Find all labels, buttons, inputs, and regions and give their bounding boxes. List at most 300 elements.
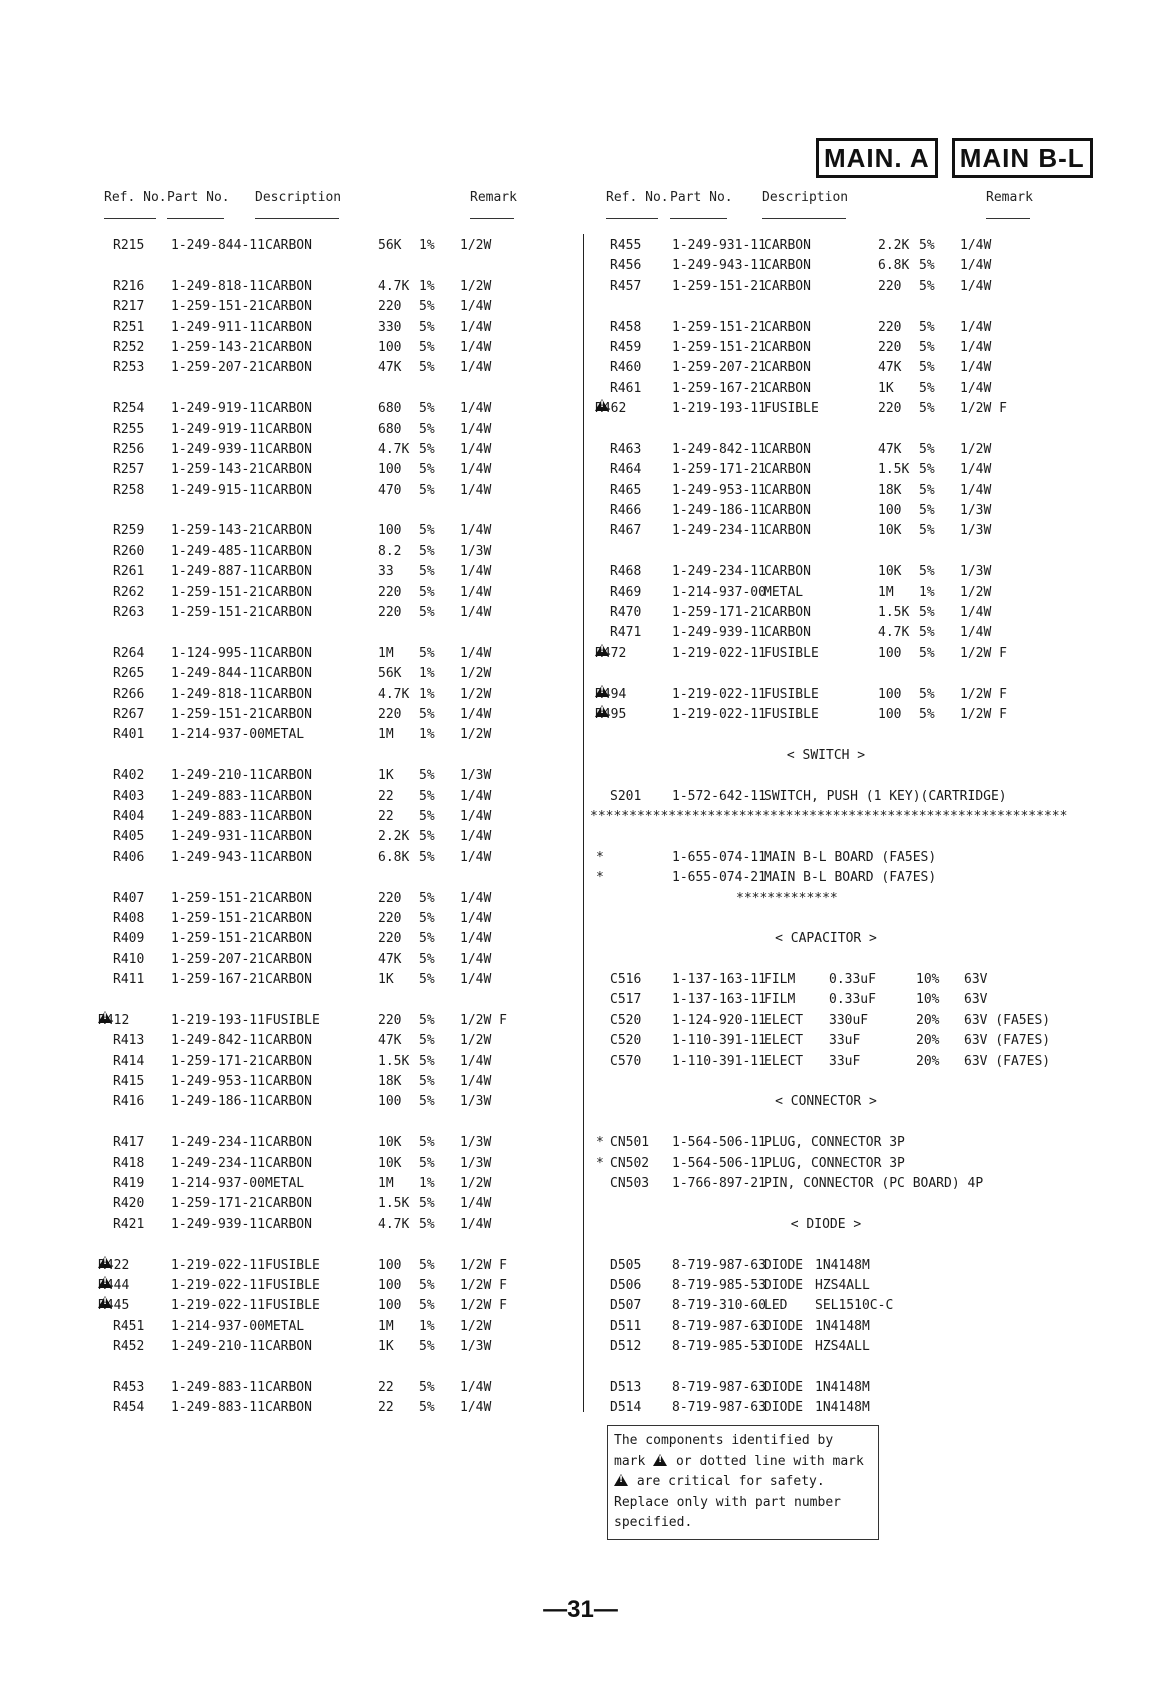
rating: 1/4W xyxy=(460,339,492,355)
description: CARBON xyxy=(265,278,312,294)
part-no: 1-259-207-21 xyxy=(171,951,265,967)
part-row xyxy=(108,1215,538,1235)
tolerance: 5% xyxy=(419,829,435,845)
part-no: 1-249-844-11 xyxy=(171,238,265,253)
description: FUSIBLE xyxy=(265,1277,320,1293)
value: 47K xyxy=(378,360,402,376)
category-heading xyxy=(606,1215,1046,1235)
value: 56K xyxy=(378,238,402,253)
ref-no: R261 xyxy=(113,564,145,580)
description: CARBON xyxy=(265,808,312,824)
ref-no: R460 xyxy=(610,360,642,376)
part-no: 8-719-987-63 xyxy=(672,1379,766,1395)
new-part-mark: * xyxy=(596,1135,604,1151)
part-row xyxy=(108,827,538,847)
rating: 1/4W xyxy=(460,1400,492,1416)
ref-no: CN503 xyxy=(610,1175,650,1191)
spacer-row xyxy=(606,725,1046,745)
rating: 1/4W xyxy=(460,401,492,417)
description: ELECT xyxy=(764,1053,804,1069)
ref-no: R421 xyxy=(113,1216,145,1232)
tolerance: 5% xyxy=(419,462,435,478)
rating: 1/2W xyxy=(460,278,492,294)
value: 33uF xyxy=(829,1033,861,1049)
part-no: 1-259-207-21 xyxy=(171,360,265,376)
description: CARBON xyxy=(764,605,811,621)
part-row xyxy=(108,521,538,541)
value: 470 xyxy=(378,482,402,498)
rating: 1/4W xyxy=(960,605,992,621)
part-no: 1-259-151-21 xyxy=(672,278,766,294)
tolerance: 5% xyxy=(419,788,435,804)
tolerance: 5% xyxy=(419,584,435,600)
part-no: 1-259-143-21 xyxy=(171,523,265,539)
value: 22 xyxy=(378,1379,394,1395)
description: PLUG, CONNECTOR 3P xyxy=(764,1155,905,1171)
part-no: 1-249-842-11 xyxy=(171,1033,265,1049)
part-no: 1-259-151-21 xyxy=(171,584,265,600)
tolerance: 5% xyxy=(919,380,935,396)
part-row xyxy=(108,562,538,582)
part-row xyxy=(606,970,1046,990)
value: 1.5K xyxy=(378,1053,410,1069)
ref-no: R257 xyxy=(113,462,145,478)
right-parts-list xyxy=(590,236,1068,1419)
value: 8.2 xyxy=(378,543,402,559)
header-rule xyxy=(104,218,156,219)
description: CARBON xyxy=(764,258,811,274)
tolerance: 1% xyxy=(419,666,435,682)
rating: 1/4W xyxy=(960,380,992,396)
spacer-row xyxy=(108,868,538,888)
value: HZS4ALL xyxy=(815,1339,870,1355)
description: CARBON xyxy=(265,421,312,437)
tolerance: 5% xyxy=(419,401,435,417)
value: 33 xyxy=(378,564,394,580)
tolerance: 5% xyxy=(919,482,935,498)
tolerance: 5% xyxy=(419,910,435,926)
part-no: 1-259-151-21 xyxy=(171,605,265,621)
ref-no: R251 xyxy=(113,319,145,335)
ref-no: R418 xyxy=(113,1155,145,1171)
rating: 1/4W xyxy=(460,829,492,845)
rating: 1/4W xyxy=(960,482,992,498)
rating: 1/3W xyxy=(460,1094,492,1110)
part-row xyxy=(606,379,1046,399)
tolerance: 5% xyxy=(419,605,435,621)
rating: 1/4W xyxy=(460,523,492,539)
rating: 1/4W xyxy=(960,339,992,355)
part-no: 1-766-897-21 xyxy=(672,1175,766,1191)
right-column-header xyxy=(606,190,1046,212)
part-row xyxy=(595,685,1046,705)
part-row xyxy=(596,848,1046,868)
description: CARBON xyxy=(265,1135,312,1151)
description: PIN, CONNECTOR (PC BOARD) 4P xyxy=(764,1175,984,1191)
description: CARBON xyxy=(764,339,811,355)
part-row xyxy=(595,705,1046,725)
tolerance: 5% xyxy=(419,441,435,457)
value: 22 xyxy=(378,1400,394,1416)
spacer-row xyxy=(606,766,1046,786)
ref-no: ! R462 xyxy=(595,399,626,419)
part-no: 1-249-911-11 xyxy=(171,319,265,335)
part-row xyxy=(108,1317,538,1337)
spacer-row xyxy=(606,1072,1046,1092)
part-row xyxy=(595,644,1046,664)
ref-no: R414 xyxy=(113,1053,145,1069)
tolerance: 5% xyxy=(419,1277,435,1293)
ref-no: R262 xyxy=(113,584,145,600)
part-no: 1-249-186-11 xyxy=(672,503,766,519)
header-rule xyxy=(167,218,224,219)
ref-no: R417 xyxy=(113,1135,145,1151)
part-row xyxy=(108,1052,538,1072)
value: 1K xyxy=(378,768,394,784)
tolerance: 1% xyxy=(919,584,935,600)
part-no: 1-249-210-11 xyxy=(171,1339,265,1355)
ref-no: R458 xyxy=(610,319,642,335)
part-no: 1-249-939-11 xyxy=(171,441,265,457)
ref-no: R470 xyxy=(610,605,642,621)
part-no: 1-249-943-11 xyxy=(672,258,766,274)
tolerance: 5% xyxy=(419,543,435,559)
part-row xyxy=(606,1337,1046,1357)
value: 4.7K xyxy=(378,686,410,702)
part-no: 8-719-310-60 xyxy=(672,1298,766,1314)
part-row xyxy=(108,664,538,684)
tolerance: 5% xyxy=(919,462,935,478)
part-no: 1-655-074-11 xyxy=(672,849,766,865)
warning-triangle-icon xyxy=(595,705,609,717)
separator-stars xyxy=(590,807,1068,827)
ref-no: R451 xyxy=(113,1318,145,1334)
ref-no: R469 xyxy=(610,584,642,600)
tolerance: 10% xyxy=(916,992,940,1008)
rating: 63V (FA5ES) xyxy=(964,1012,1051,1028)
part-no: 1-259-167-21 xyxy=(171,972,265,988)
tolerance: 1% xyxy=(419,686,435,702)
rating: 1/4W xyxy=(460,482,492,498)
header-description: Description xyxy=(762,190,849,205)
description: CARBON xyxy=(764,380,811,396)
part-row xyxy=(108,420,538,440)
description: FUSIBLE xyxy=(265,1257,320,1273)
value: 220 xyxy=(378,910,402,926)
part-no: 1-214-937-00 xyxy=(171,1318,265,1334)
value: 330 xyxy=(378,319,402,335)
tolerance: 5% xyxy=(919,686,935,702)
part-no: 1-259-207-21 xyxy=(672,360,766,376)
description: CARBON xyxy=(265,768,312,784)
value: SEL1510C-C xyxy=(815,1298,894,1314)
rating: 1/4W xyxy=(460,299,492,315)
part-row xyxy=(606,1317,1046,1337)
rating: 1/2W xyxy=(960,441,992,457)
ref-no: ! R444 xyxy=(98,1276,129,1296)
value: 4.7K xyxy=(378,441,410,457)
ref-no: D513 xyxy=(610,1379,642,1395)
rating: 1/2W F xyxy=(960,401,1007,417)
ref-no: R471 xyxy=(610,625,642,641)
part-no: 1-259-151-21 xyxy=(171,706,265,722)
ref-no: R407 xyxy=(113,890,145,906)
part-row xyxy=(108,970,538,990)
description: CARBON xyxy=(265,564,312,580)
part-row xyxy=(606,603,1046,623)
category-heading-text: < SWITCH > xyxy=(786,747,866,763)
warning-triangle-icon xyxy=(653,1454,667,1466)
description: CARBON xyxy=(265,441,312,457)
part-row xyxy=(606,318,1046,338)
ref-no: D506 xyxy=(610,1277,642,1293)
part-no: 1-655-074-21 xyxy=(672,870,766,886)
part-no: 1-249-234-11 xyxy=(672,523,766,539)
description: CARBON xyxy=(265,1074,312,1090)
part-no: 1-110-391-11 xyxy=(672,1053,766,1069)
value: 47K xyxy=(878,360,902,376)
description: CARBON xyxy=(764,238,811,253)
value: 47K xyxy=(378,951,402,967)
description: CARBON xyxy=(265,1196,312,1212)
description: FILM xyxy=(764,992,796,1008)
part-no: 1-219-022-11 xyxy=(171,1298,265,1314)
ref-no: R467 xyxy=(610,523,642,539)
ref-no: R254 xyxy=(113,401,145,417)
description: CARBON xyxy=(764,360,811,376)
part-row xyxy=(606,358,1046,378)
tolerance: 5% xyxy=(419,1012,435,1028)
ref-no: R419 xyxy=(113,1175,145,1191)
part-row xyxy=(606,338,1046,358)
description: CARBON xyxy=(265,788,312,804)
part-row xyxy=(108,338,538,358)
value: 220 xyxy=(878,339,902,355)
rating: 1/2W F xyxy=(960,706,1007,722)
warning-triangle-icon xyxy=(98,1256,112,1268)
tolerance: 1% xyxy=(419,238,435,253)
value: 100 xyxy=(378,1094,402,1110)
description: CARBON xyxy=(265,1400,312,1416)
rating: 63V (FA7ES) xyxy=(964,1033,1051,1049)
description: CARBON xyxy=(764,462,811,478)
rating: 1/4W xyxy=(460,910,492,926)
spacer-row xyxy=(606,909,1046,929)
part-no: 1-259-151-21 xyxy=(171,890,265,906)
spacer-row xyxy=(606,950,1046,970)
part-row xyxy=(606,1398,1046,1418)
description: FUSIBLE xyxy=(764,706,819,722)
description: FUSIBLE xyxy=(764,645,819,661)
left-parts-column xyxy=(98,190,538,1416)
value: 1K xyxy=(378,1339,394,1355)
value: 1N4148M xyxy=(815,1379,870,1395)
part-row xyxy=(606,1378,1046,1398)
part-row xyxy=(606,256,1046,276)
value: 100 xyxy=(878,686,902,702)
part-row xyxy=(108,277,538,297)
rating: 1/2W xyxy=(460,727,492,743)
warning-triangle-icon xyxy=(98,1011,112,1023)
part-no: 1-219-022-11 xyxy=(672,645,766,661)
description: CARBON xyxy=(265,462,312,478)
part-no: 1-219-022-11 xyxy=(171,1257,265,1273)
description: CARBON xyxy=(265,910,312,926)
category-heading-text: < CAPACITOR > xyxy=(775,931,877,947)
part-row xyxy=(108,297,538,317)
part-no: 1-249-931-11 xyxy=(171,829,265,845)
ref-no: C516 xyxy=(610,972,642,988)
rating: 1/4W xyxy=(460,564,492,580)
description: CARBON xyxy=(265,686,312,702)
description: CARBON xyxy=(265,951,312,967)
part-no: 1-249-919-11 xyxy=(171,421,265,437)
spacer-row xyxy=(108,1235,538,1255)
value: 1.5K xyxy=(878,605,910,621)
value: 220 xyxy=(378,890,402,906)
value: 2.2K xyxy=(878,238,910,253)
ref-no: R411 xyxy=(113,972,145,988)
description: CARBON xyxy=(764,564,811,580)
header-rule xyxy=(606,218,658,219)
tolerance: 5% xyxy=(919,625,935,641)
section-labels xyxy=(817,139,1092,177)
ref-no: R468 xyxy=(610,564,642,580)
rating: 1/4W xyxy=(460,462,492,478)
ref-no: R264 xyxy=(113,645,145,661)
part-row xyxy=(108,1398,538,1418)
value: 4.7K xyxy=(378,278,410,294)
ref-no: R253 xyxy=(113,360,145,376)
spacer-row xyxy=(108,746,538,766)
tolerance: 5% xyxy=(919,441,935,457)
rating: 1/4W xyxy=(460,808,492,824)
description: METAL xyxy=(265,1318,305,1334)
left-parts-list xyxy=(98,236,538,1419)
column-divider xyxy=(583,234,584,1412)
part-no: 1-259-143-21 xyxy=(171,462,265,478)
part-row xyxy=(606,1256,1046,1276)
right-parts-column xyxy=(590,190,1068,1416)
ref-no: R464 xyxy=(610,462,642,478)
ref-no: C520 xyxy=(610,1033,642,1049)
ref-no: R263 xyxy=(113,605,145,621)
spacer-row xyxy=(108,379,538,399)
description: CARBON xyxy=(764,503,811,519)
ref-no: C570 xyxy=(610,1053,642,1069)
ref-no: R252 xyxy=(113,339,145,355)
description: CARBON xyxy=(764,482,811,498)
ref-no: R420 xyxy=(113,1196,145,1212)
tolerance: 5% xyxy=(419,1298,435,1314)
value: 10K xyxy=(378,1135,402,1151)
ref-no: R266 xyxy=(113,686,145,702)
description: FUSIBLE xyxy=(764,401,819,417)
part-row xyxy=(108,929,538,949)
part-no: 1-259-171-21 xyxy=(672,462,766,478)
spacer-row xyxy=(606,420,1046,440)
part-no: 1-249-844-11 xyxy=(171,666,265,682)
value: 100 xyxy=(878,706,902,722)
part-row xyxy=(596,1133,1046,1153)
description: CARBON xyxy=(265,360,312,376)
value: 6.8K xyxy=(378,849,410,865)
value: 1N4148M xyxy=(815,1257,870,1273)
warning-triangle-icon xyxy=(595,399,609,411)
new-part-mark: * xyxy=(596,870,604,886)
tolerance: 1% xyxy=(419,1175,435,1191)
part-no: 1-259-143-21 xyxy=(171,339,265,355)
spacer-row xyxy=(606,1235,1046,1255)
value: 680 xyxy=(378,421,402,437)
description: CARBON xyxy=(764,523,811,539)
ref-no: R406 xyxy=(113,849,145,865)
value: 1N4148M xyxy=(815,1400,870,1416)
description: FUSIBLE xyxy=(764,686,819,702)
value: 100 xyxy=(878,503,902,519)
value: 220 xyxy=(378,605,402,621)
rating: 1/4W xyxy=(460,706,492,722)
rating: 1/2W F xyxy=(460,1277,507,1293)
tolerance: 5% xyxy=(419,1074,435,1090)
part-row xyxy=(108,358,538,378)
separator-stars-text: ************* xyxy=(736,890,838,906)
rating: 1/2W F xyxy=(960,645,1007,661)
part-row xyxy=(606,481,1046,501)
part-no: 1-219-193-11 xyxy=(171,1012,265,1028)
section-label-main-a: MAIN. A xyxy=(817,139,937,177)
part-no: 1-249-887-11 xyxy=(171,564,265,580)
ref-no: R463 xyxy=(610,441,642,457)
part-no: 1-249-883-11 xyxy=(171,808,265,824)
part-row xyxy=(606,236,1046,256)
header-part-no: Part No. xyxy=(167,190,230,205)
part-row xyxy=(98,1296,538,1316)
left-column-header xyxy=(104,190,538,212)
rating: 1/3W xyxy=(960,564,992,580)
ref-no: R217 xyxy=(113,299,145,315)
warning-triangle-icon xyxy=(614,1474,628,1486)
value: 220 xyxy=(378,584,402,600)
page-number: —31— xyxy=(543,1596,618,1623)
part-row xyxy=(108,1337,538,1357)
description: DIODE xyxy=(764,1318,804,1334)
ref-no: R457 xyxy=(610,278,642,294)
rating: 1/2W F xyxy=(460,1298,507,1314)
description: CARBON xyxy=(265,523,312,539)
ref-no: R409 xyxy=(113,931,145,947)
value: 220 xyxy=(878,319,902,335)
part-no: 1-214-937-00 xyxy=(672,584,766,600)
value: 1M xyxy=(378,1318,394,1334)
tolerance: 5% xyxy=(919,339,935,355)
tolerance: 5% xyxy=(919,360,935,376)
part-row xyxy=(606,521,1046,541)
ref-no: R415 xyxy=(113,1074,145,1090)
value: 1.5K xyxy=(878,462,910,478)
part-row xyxy=(108,1154,538,1174)
ref-no: R403 xyxy=(113,788,145,804)
rating: 1/4W xyxy=(460,360,492,376)
rating: 1/4W xyxy=(960,625,992,641)
description: SWITCH, PUSH (1 KEY)(CARTRIDGE) xyxy=(764,788,1007,804)
description: METAL xyxy=(265,727,305,743)
description: CARBON xyxy=(265,1094,312,1110)
part-row xyxy=(108,705,538,725)
part-row xyxy=(108,725,538,745)
value: 4.7K xyxy=(378,1216,410,1232)
part-no: 1-137-163-11 xyxy=(672,992,766,1008)
